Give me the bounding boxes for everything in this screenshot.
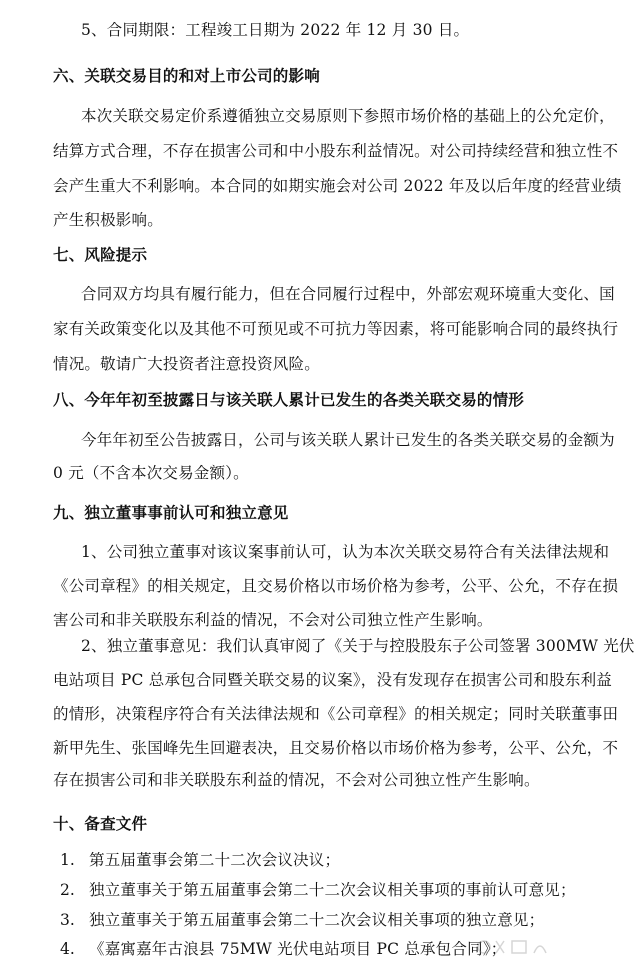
watermark-logo-icon bbox=[476, 935, 566, 959]
section-8-heading: 八、今年年初至披露日与该关联人累计已发生的各类关联交易的情形 bbox=[53, 391, 525, 409]
section-6-line: 本次关联交易定价系遵循独立交易原则下参照市场价格的基础上的公允定价， bbox=[81, 107, 615, 125]
section-7-heading: 七、风险提示 bbox=[53, 246, 148, 264]
list-item: 第五届董事会第二十二次会议决议； bbox=[89, 851, 341, 869]
section-9-line: 害公司和非关联股东利益的情况，不会对公司独立性产生影响。 bbox=[53, 611, 493, 629]
section-8-line: 今年年初至公告披露日，公司与该关联人累计已发生的各类关联交易的金额为 bbox=[81, 431, 615, 449]
list-item-number: 4. bbox=[60, 940, 75, 958]
section-7-line: 合同双方均具有履行能力，但在合同履行过程中，外部宏观环境重大变化、国 bbox=[81, 285, 615, 303]
contract-term-line: 5、合同期限：工程竣工日期为 2022 年 12 月 30 日。 bbox=[81, 21, 470, 39]
section-9-line: 《公司章程》的相关规定，且交易价格以市场价格为参考，公平、公允，不存在损 bbox=[53, 577, 619, 595]
section-8-line: 0 元（不含本次交易金额）。 bbox=[53, 464, 249, 482]
section-7-line: 家有关政策变化以及其他不可预见或不可抗力等因素，将可能影响合同的最终执行 bbox=[53, 320, 619, 338]
list-item-number: 1. bbox=[60, 851, 75, 869]
section-9-line: 电站项目 PC 总承包合同暨关联交易的议案》，没有发现存在损害公司和股东利益 bbox=[53, 671, 612, 689]
section-9-heading: 九、独立董事事前认可和独立意见 bbox=[53, 504, 289, 522]
list-item: 独立董事关于第五届董事会第二十二次会议相关事项的独立意见； bbox=[89, 911, 545, 929]
list-item: 独立董事关于第五届董事会第二十二次会议相关事项的事前认可意见； bbox=[89, 881, 576, 899]
section-6-heading: 六、关联交易目的和对上市公司的影响 bbox=[53, 67, 320, 85]
section-9-line: 1、公司独立董事对该议案事前认可，认为本次关联交易符合有关法律法规和 bbox=[81, 543, 610, 561]
list-item-number: 2. bbox=[60, 881, 75, 899]
section-9-line: 2、独立董事意见：我们认真审阅了《关于与控股股东子公司签署 300MW 光伏 bbox=[81, 637, 635, 655]
section-9-line: 的情形，决策程序符合有关法律法规和《公司章程》的相关规定；同时关联董事田 bbox=[53, 705, 619, 723]
list-item: 《嘉寓嘉年古浪县 75MW 光伏电站项目 PC 总承包合同》； bbox=[89, 940, 507, 958]
list-item-number: 3. bbox=[60, 911, 75, 929]
section-6-line: 会产生重大不利影响。本合同的如期实施会对公司 2022 年及以后年度的经营业绩 bbox=[53, 177, 622, 195]
section-7-line: 情况。敬请广大投资者注意投资风险。 bbox=[53, 355, 320, 373]
section-6-line: 产生积极影响。 bbox=[53, 211, 163, 229]
section-6-line: 结算方式合理，不存在损害公司和中小股东利益情况。对公司持续经营和独立性不 bbox=[53, 142, 619, 160]
section-10-heading: 十、备查文件 bbox=[53, 815, 148, 833]
section-9-line: 新甲先生、张国峰先生回避表决，且交易价格以市场价格为参考，公平、公允，不 bbox=[53, 739, 619, 757]
section-9-line: 存在损害公司和非关联股东利益的情况，不会对公司独立性产生影响。 bbox=[53, 771, 540, 789]
